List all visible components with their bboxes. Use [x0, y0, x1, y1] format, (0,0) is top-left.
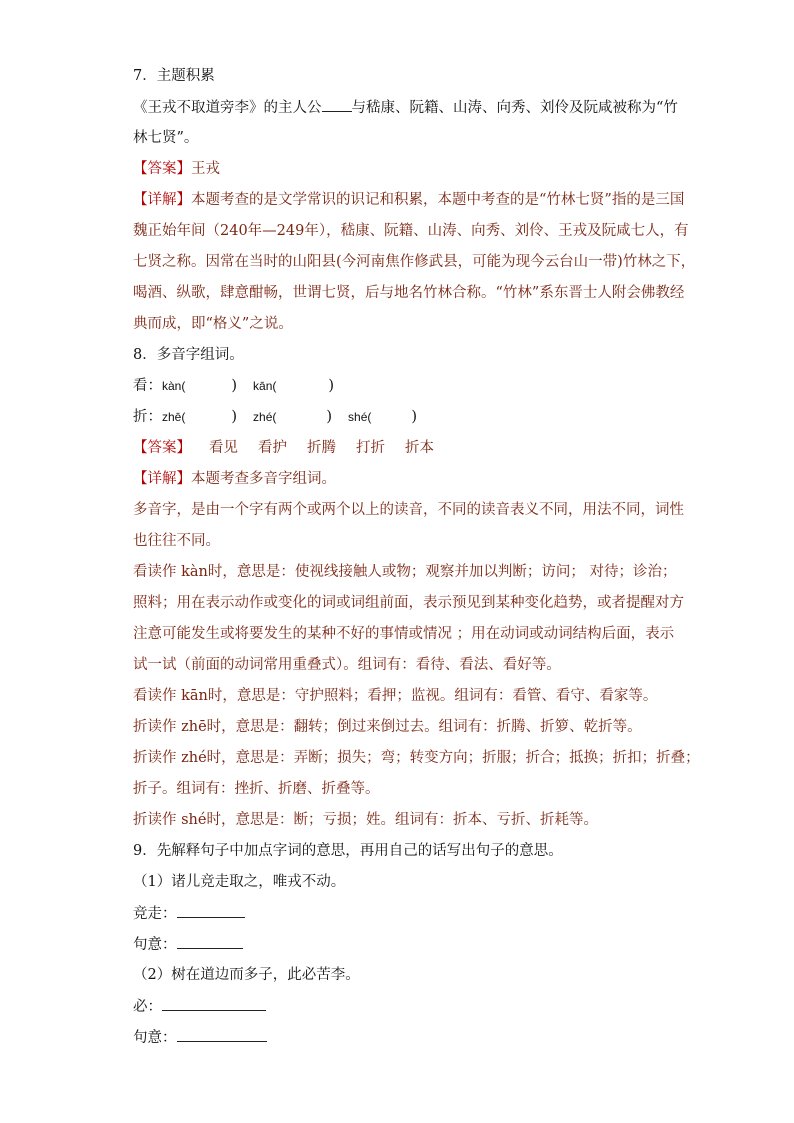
- q8-para1-line1: 多音字，是由一个字有两个或两个以上的读音，不同的读音表义不同，用法不同，词性: [133, 502, 684, 518]
- q8-close-paren: ): [231, 409, 238, 425]
- q9-s2-word-label: 必：: [133, 999, 162, 1015]
- q8-zhe2-line1: 折读作 zhé时，意思是：弄断；损失；弯；转变方向；折服；折合；抵换；折扣；折叠；: [133, 750, 700, 766]
- q8-answer-4: 打折: [356, 440, 385, 456]
- q8-answer-1: 看见: [209, 440, 238, 456]
- q8-para1-line2: 也往往不同。: [133, 533, 220, 549]
- q9-s1-meaning-blank[interactable]: [177, 934, 243, 949]
- q8-detail-intro: 本题考查多音字组词。: [191, 471, 336, 487]
- q8-zhe-char: 折：: [133, 409, 162, 425]
- q9-sentence1: （1）诸儿竞走取之，唯戎不动。: [133, 874, 346, 890]
- q8-kan-row: [133, 376, 334, 396]
- q7-title: 7．主题积累: [133, 68, 215, 84]
- q7-stem-line2: 林七贤”。: [133, 130, 199, 146]
- q8-kan1-line2: 照料；用在表示动作或变化的词或词组前面，表示预见到某种变化趋势，或者提醒对方: [133, 595, 684, 611]
- q9-sentence2: （2）树在道边而多子，此必苦李。: [133, 967, 360, 983]
- q7-stem-line1: [133, 97, 678, 118]
- q8-zhe1-line: 折读作 zhē时，意思是：翻转；倒过来倒过去。组词有：折腾、折箩、乾折等。: [133, 719, 642, 735]
- q7-detail-line4: 喝酒、纵歌，肆意酣畅，世谓七贤，后与地名竹林合称。“竹林”系东晋士人附会佛教经: [133, 285, 685, 301]
- q8-answer-2: 看护: [258, 440, 287, 456]
- answer-tag: 【答案】: [133, 161, 191, 177]
- q7-answer: 王戎: [191, 161, 220, 177]
- detail-tag: 【详解】: [133, 471, 191, 487]
- q9-s1-word-line: [133, 903, 245, 924]
- q9-s2-word-line: [133, 996, 266, 1017]
- q8-close-paren: ): [231, 378, 238, 394]
- q9-s1-meaning-label: 句意：: [133, 937, 177, 953]
- q8-she-line: 折读作 shé时，意思是：断；亏损；姓。组词有：折本、亏折、折耗等。: [133, 812, 598, 828]
- q8-kan1-line4: 试一试（前面的动词常用重叠式）。组词有：看待、看法、看好等。: [133, 657, 561, 673]
- q8-answer-3: 折腾: [307, 440, 336, 456]
- q7-answer-line: [133, 159, 220, 179]
- q7-stem-part-b: 与嵇康、阮籍、山涛、向秀、刘伶及阮咸被称为“竹: [351, 100, 678, 116]
- q8-answer-5: 折本: [405, 440, 434, 456]
- q7-detail-line5: 典而成，即“格义”之说。: [133, 316, 293, 332]
- q8-zhe-row: [133, 407, 417, 427]
- q7-detail-line2: 魏正始年间（240年—249年），嵇康、阮籍、山涛、向秀、刘伶、王戎及阮咸七人，有: [133, 223, 689, 239]
- q8-answer-line: [133, 438, 434, 458]
- q8-close-paren: ): [328, 378, 335, 394]
- q9-s1-word-label: 竞走：: [133, 906, 177, 922]
- q8-zhe-pinyin2: zhé(: [253, 410, 277, 424]
- q7-detail-text1: 本题考查的是文学常识的识记和积累，本题中考查的是“竹林七贤”指的是三国: [191, 192, 685, 208]
- q7-detail-line1: [133, 190, 684, 210]
- q8-title: 8．多音字组词。: [133, 347, 244, 363]
- q8-kan-pinyin1: kàn(: [162, 379, 186, 393]
- answer-tag: 【答案】: [133, 440, 191, 456]
- q9-title: 9．先解释句子中加点字词的意思，再用自己的话写出句子的意思。: [133, 843, 563, 859]
- q8-kan-char: 看：: [133, 378, 162, 394]
- q8-kan-pinyin2: kān(: [253, 379, 277, 393]
- q8-kan2-line: 看读作 kān时，意思是：守护照料；看押；监视。组词有：看管、看守、看家等。: [133, 688, 658, 704]
- q8-kan1-line1: 看读作 kàn时，意思是：使视线接触人或物；观察并加以判断；访问； 对待；诊治；: [133, 564, 677, 580]
- q8-zhe-pinyin1: zhē(: [162, 410, 186, 424]
- q7-stem-part-a: 《王戎不取道旁李》的主人公: [133, 100, 322, 116]
- q9-s1-meaning-line: [133, 934, 243, 955]
- q9-s1-word-blank[interactable]: [177, 903, 245, 918]
- q9-s2-meaning-line: [133, 1027, 267, 1048]
- detail-tag: 【详解】: [133, 192, 191, 208]
- q9-s2-meaning-blank[interactable]: [177, 1027, 267, 1042]
- q8-kan1-line3: 注意可能发生或将要发生的某种不好的事情或情况 ；用在动词或动词结构后面，表示: [133, 626, 675, 642]
- q9-s2-word-blank[interactable]: [162, 996, 266, 1011]
- q9-s2-meaning-label: 句意：: [133, 1030, 177, 1046]
- q8-zhe-pinyin3: shé(: [348, 410, 372, 424]
- q7-detail-line3: 七贤之称。因常在当时的山阳县(今河南焦作修武县，可能为现今云台山一带)竹林之下，: [133, 254, 696, 270]
- q8-zhe2-line2: 折子。组词有：挫折、折磨、折叠等。: [133, 781, 380, 797]
- q7-blank: [322, 97, 352, 112]
- q8-close-paren: ): [326, 409, 333, 425]
- q8-close-paren: ): [411, 409, 418, 425]
- q8-detail-line: [133, 469, 336, 489]
